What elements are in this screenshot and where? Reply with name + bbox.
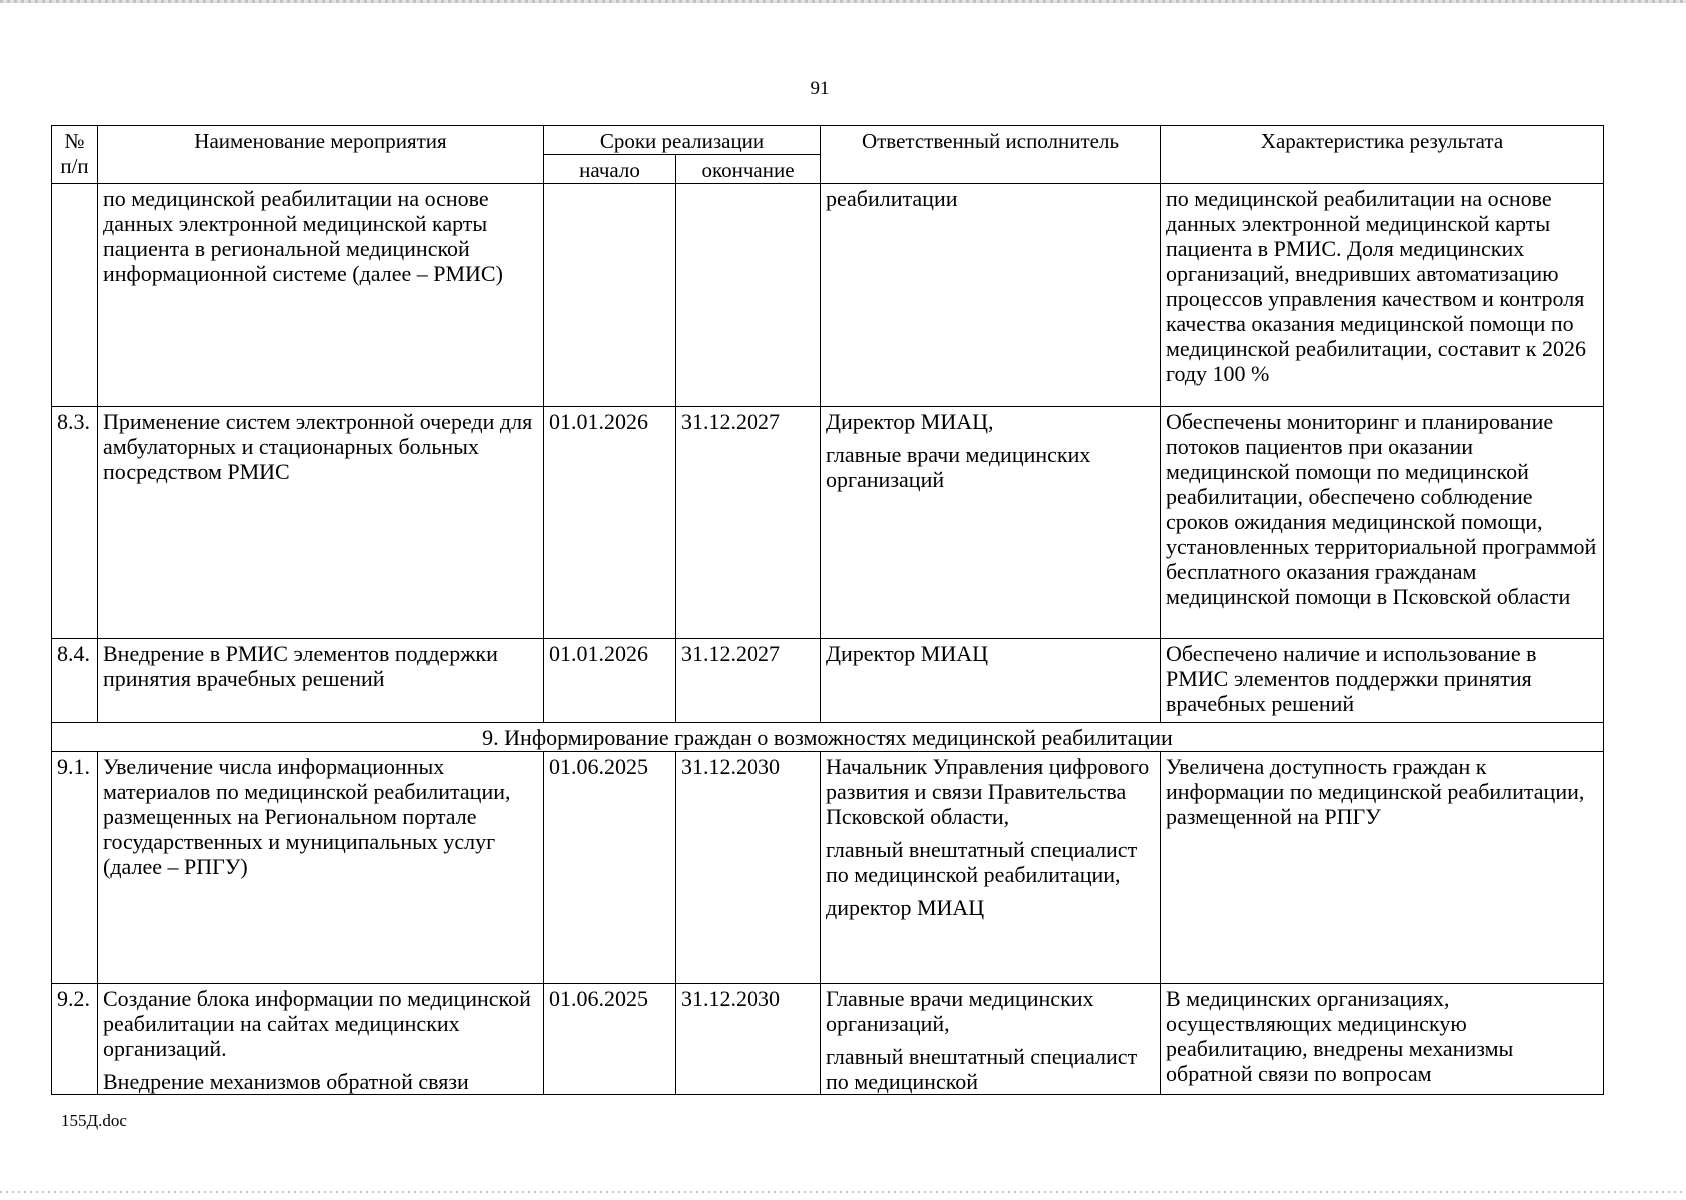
cell-executor [821,184,1161,407]
cell-executor-paragraph: Директор МИАЦ [826,641,988,666]
cell-result: Увеличена доступность граждан к информации по медицинской реабилитации, размещенной на РПГУ [1161,752,1604,984]
table-header [52,126,1604,184]
cell-start-date: 01.06.2025 [544,984,676,1095]
cell-executor-paragraph: Главные врачи медицинских организаций, [826,986,1094,1036]
page-number: 91 [810,78,830,99]
cell-start-date: 01.01.2026 [544,639,676,723]
cell-executor-paragraph: Начальник Управления цифрового развития и связи Правительства Псковской области, [826,754,1150,829]
cell-measure-name [98,984,544,1095]
header-measure-name: Наименование мероприятия [98,126,544,184]
cell-measure-name [98,184,544,407]
table-row [52,639,1604,723]
header-start: начало [544,155,676,184]
cell-number: 9.2. [52,984,98,1095]
footer-filename: 155Д.doc [61,1111,127,1130]
header-executor: Ответственный исполнитель [821,126,1161,184]
cell-end-date [676,184,821,407]
table-row [52,184,1604,407]
cell-measure-name-paragraph: Внедрение механизмов обратной связи [103,1069,469,1094]
cell-measure-name-paragraph: Создание блока информации по медицинской реабилитации на сайтах медицинских организаций. [103,986,531,1061]
table-row [52,752,1604,984]
cell-executor-paragraph: Директор МИАЦ, [826,409,994,434]
cell-executor-paragraph: главный внештатный специалист по медицинской реабилитации, [826,837,1138,887]
cell-measure-name [98,752,544,984]
cell-measure-name-paragraph: Внедрение в РМИС элементов поддержки принятия врачебных решений [103,641,498,691]
cell-start-date: 01.06.2025 [544,752,676,984]
header-end: окончание [676,155,821,184]
cell-number [52,184,98,407]
cell-end-date: 31.12.2030 [676,752,821,984]
scan-edge-top [0,0,1686,3]
cell-number: 9.1. [52,752,98,984]
cell-result: В медицинских организациях, осуществляющих медицинскую реабилитацию, внедрены механизмы обратной связи по вопросам [1161,984,1604,1095]
cell-measure-name-paragraph: по медицинской реабилитации на основе данных электронной медицинской карты пациента в региональной медицинской информационной системе (далее – РМИС) [103,186,503,286]
cell-executor [821,639,1161,723]
measures-table [51,125,1604,1095]
table-row [52,984,1604,1095]
cell-measure-name-paragraph: Увеличение числа информационных материалов по медицинской реабилитации, размещенных на Региональном портале государственных и муниципальных услуг (далее – РПГУ) [103,754,511,879]
cell-end-date: 31.12.2030 [676,984,821,1095]
cell-start-date [544,184,676,407]
section-row [52,723,1604,752]
cell-start-date: 01.01.2026 [544,407,676,639]
cell-executor-paragraph: реабилитации [826,186,958,211]
cell-executor [821,984,1161,1095]
cell-measure-name [98,639,544,723]
scan-edge-bottom [0,1191,1686,1193]
header-terms: Сроки реализации [544,126,821,155]
cell-number: 8.3. [52,407,98,639]
header-number: № п/п [52,126,98,184]
cell-executor-paragraph: директор МИАЦ [826,895,985,920]
cell-measure-name-paragraph: Применение систем электронной очереди для амбулаторных и стационарных больных посредством РМИС [103,409,533,484]
cell-end-date: 31.12.2027 [676,639,821,723]
header-row [52,126,1604,155]
cell-result: по медицинской реабилитации на основе данных электронной медицинской карты пациента в РМИС. Доля медицинских организаций, внедривших автоматизацию процессов управления качеством и контроля качества оказания медицинской помощи по медицинской реабилитации, составит к 2026 году 100 % [1161,184,1604,407]
section-title: 9. Информирование граждан о возможностях медицинской реабилитации [52,723,1604,752]
cell-executor-paragraph: главный внештатный специалист по медицинской [826,1044,1138,1094]
table-row [52,407,1604,639]
cell-result: Обеспечено наличие и использование в РМИС элементов поддержки принятия врачебных решений [1161,639,1604,723]
cell-number: 8.4. [52,639,98,723]
cell-executor [821,752,1161,984]
header-result: Характеристика результата [1161,126,1604,184]
cell-end-date: 31.12.2027 [676,407,821,639]
cell-result: Обеспечены мониторинг и планирование потоков пациентов при оказании медицинской помощи по медицинской реабилитации, обеспечено соблюдение сроков ожидания медицинской помощи, установленных территориальной программой бесплатного оказания гражданам медицинской помощи в Псковской области [1161,407,1604,639]
table-body [52,184,1604,1095]
cell-executor-paragraph: главные врачи медицинских организаций [826,442,1091,492]
cell-executor [821,407,1161,639]
cell-measure-name [98,407,544,639]
